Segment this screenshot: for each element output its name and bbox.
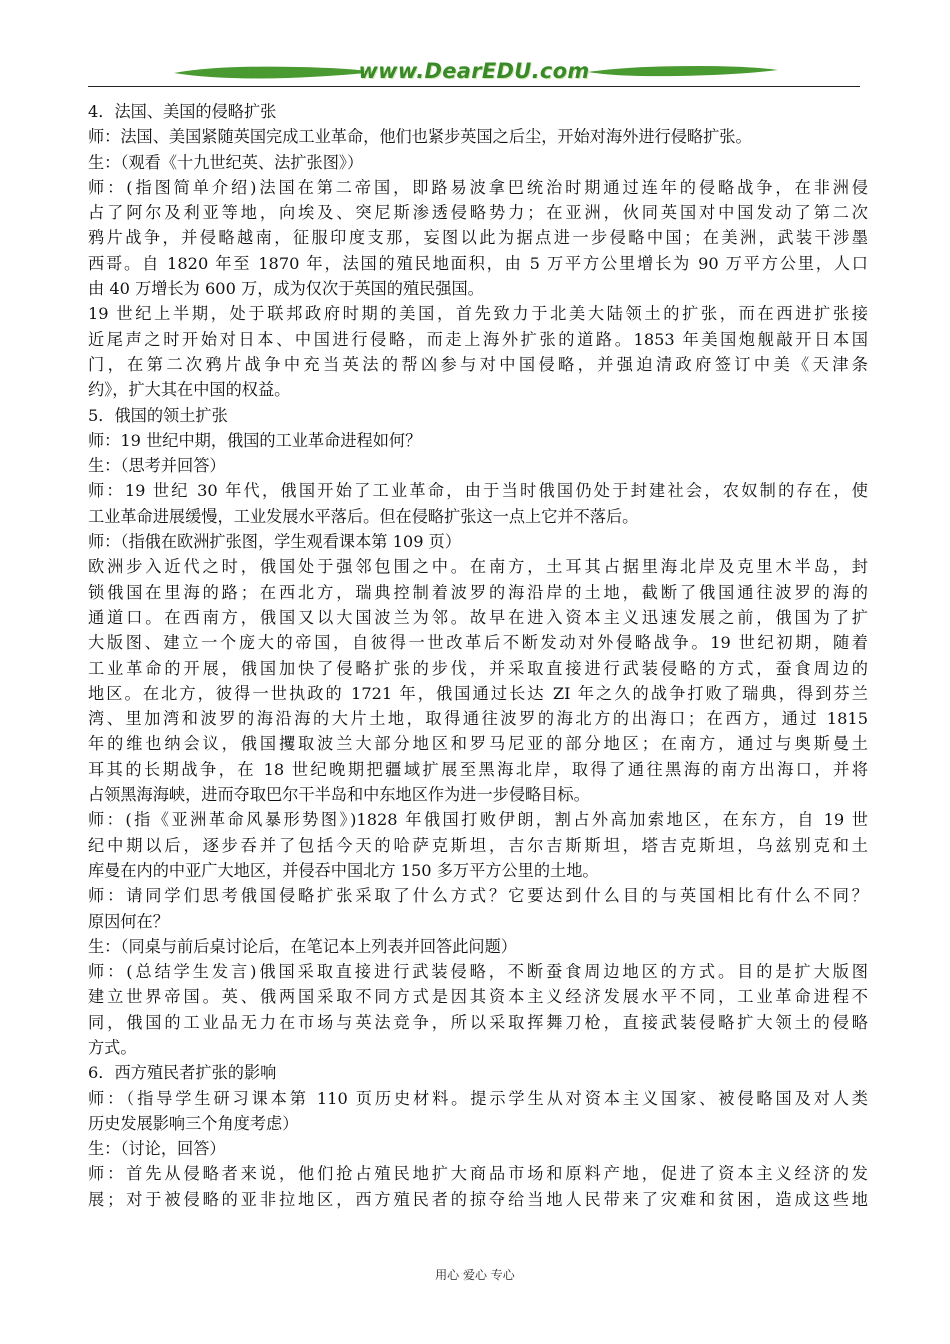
text-line: 19 世纪上半期，处于联邦政府时期的美国，首先致力于北美大陆领土的扩张，而在西进扩张接: [88, 304, 868, 324]
page-footer: 用心 爱心 专心: [435, 1268, 515, 1282]
text-line: 工业革命进展缓慢，工业发展水平落后。但在侵略扩张这一点上它并不落后。: [88, 506, 639, 526]
text-line: 大版图、建立一个庞大的帝国，自彼得一世改革后不断发动对外侵略战争。19 世纪初期，随着: [88, 633, 868, 653]
text-line: 鸦片战争，并侵略越南，征服印度支那，妄图以此为据点进一步侵略中国；在美洲，武装干涉墨: [88, 228, 868, 248]
text-line: 展；对于被侵略的亚非拉地区，西方殖民者的掠夺给当地人民带来了灾难和贫困，造成这些地: [88, 1189, 868, 1209]
text-line: 生：（讨论，回答）: [88, 1139, 226, 1159]
text-line: 师：(总结学生发言)俄国采取直接进行武装侵略，不断蚕食周边地区的方式。目的是扩大版图: [88, 962, 868, 982]
text-line: 占了阿尔及利亚等地，向埃及、突尼斯渗透侵略势力；在亚洲，伙同英国对中国发动了第二次: [88, 203, 868, 223]
text-line: 建立世界帝国。英、俄两国采取不同方式是因其资本主义经济发展水平不同，工业革命进程不: [88, 987, 868, 1007]
text-line: 同，俄国的工业品无力在市场与英法竞争，所以采取挥舞刀枪，直接武装侵略扩大领土的侵略: [88, 1012, 868, 1032]
text-line: 耳其的长期战争，在 18 世纪晚期把疆域扩展至黑海北岸，取得了通往黑海的南方出海口，并将: [88, 759, 868, 779]
document-body: [88, 99, 868, 1212]
text-line: 地区。在北方，彼得一世执政的 1721 年，俄国通过长达 ZI 年之久的战争打败了瑞典，得到芬兰: [88, 683, 868, 703]
text-line: 年的维也纳会议，俄国攫取波兰大部分地区和罗马尼亚的部分地区；在南方，通过与奥斯曼土: [88, 734, 868, 754]
text-line: 锁俄国在里海的路；在西北方，瑞典控制着波罗的海沿岸的土地，截断了俄国通往波罗的海的: [88, 582, 868, 602]
text-line: 4．法国、美国的侵略扩张: [88, 102, 277, 121]
text-line: 师：(指图简单介绍)法国在第二帝国，即路易波拿巴统治时期通过连年的侵略战争，在非洲侵: [88, 177, 868, 197]
text-line: 通道口。在西南方，俄国又以大国波兰为邻。故早在进入资本主义迅速发展之前，俄国为了扩: [88, 607, 868, 627]
site-logo-text: www.DearEDU.com: [358, 59, 590, 83]
text-line: 方式。: [88, 1037, 137, 1057]
text-line: 师：法国、美国紧随英国完成工业革命，他们也紧步英国之后尘，开始对海外进行侵略扩张。: [88, 127, 752, 147]
text-line: 库曼在内的中亚广大地区，并侵吞中国北方 150 多万平方公里的土地。: [88, 860, 599, 880]
text-line: 5．俄国的领土扩张: [88, 405, 228, 425]
text-line: 师：（指俄在欧洲扩张图，学生观看课本第 109 页）: [88, 532, 462, 552]
text-line: 西哥。自 1820 年至 1870 年，法国的殖民地面积，由 5 万平方公里增长为 90 万平方公里，人口: [88, 253, 868, 273]
header-divider: [88, 86, 860, 87]
text-line: 由 40 万增长为 600 万，成为仅次于英国的殖民强国。: [88, 279, 484, 299]
text-line: 湾、里加湾和波罗的海沿海的大片土地，取得通往波罗的海北方的出海口；在西方，通过 1815: [88, 709, 868, 729]
text-line: 约》，扩大其在中国的权益。: [88, 380, 291, 400]
text-line: 师：19 世纪中期，俄国的工业革命进程如何？: [88, 430, 422, 450]
page-header: [88, 56, 860, 92]
text-line: 师：请同学们思考俄国侵略扩张采取了什么方式？它要达到什么目的与英国相比有什么不同？: [88, 886, 868, 906]
text-line: 近尾声之时开始对日本、中国进行侵略，而走上海外扩张的道路。1853 年美国炮舰敲开日本国: [88, 329, 868, 349]
text-line: 工业革命的开展，俄国加快了侵略扩张的步伐，并采取直接进行武装侵略的方式，蚕食周边的: [88, 658, 868, 678]
text-line: 原因何在？: [88, 911, 169, 931]
text-line: 生：（同桌与前后桌讨论后，在笔记本上列表并回答此问题）: [88, 936, 517, 956]
text-line: 纪中期以后，逐步吞并了包括今天的哈萨克斯坦，吉尔吉斯斯坦，塔吉克斯坦，乌兹别克和土: [88, 835, 868, 855]
text-line: 师：19 世纪 30 年代，俄国开始了工业革命，由于当时俄国仍处于封建社会，农奴制的存在，使: [88, 481, 868, 501]
text-line: 门，在第二次鸦片战争中充当英法的帮凶参与对中国侵略，并强迫清政府签订中美《天津条: [88, 354, 868, 374]
text-line: 师：(指《亚洲革命风暴形势图》)1828 年俄国打败伊朗，割占外高加索地区，在东方，自 19 世: [88, 810, 868, 830]
text-line: 师：首先从侵略者来说，他们抢占殖民地扩大商品市场和原料产地，促进了资本主义经济的发: [88, 1164, 868, 1184]
text-line: 生：（思考并回答）: [88, 456, 226, 476]
text-line: 欧洲步入近代之时，俄国处于强邻包围之中。在南方，土耳其占据里海北岸及克里木半岛，封: [88, 557, 868, 577]
text-line: 6．西方殖民者扩张的影响: [88, 1063, 277, 1083]
text-line: 占领黑海海峡，进而夺取巴尔干半岛和中东地区作为进一步侵略目标。: [88, 785, 590, 805]
text-line: 师：（指导学生研习课本第 110 页历史材料。提示学生从对资本主义国家、被侵略国及对人类: [88, 1088, 868, 1108]
text-line: 历史发展影响三个角度考虑）: [88, 1113, 299, 1133]
text-line: 生：（观看《十九世纪英、法扩张图》）: [88, 152, 364, 172]
